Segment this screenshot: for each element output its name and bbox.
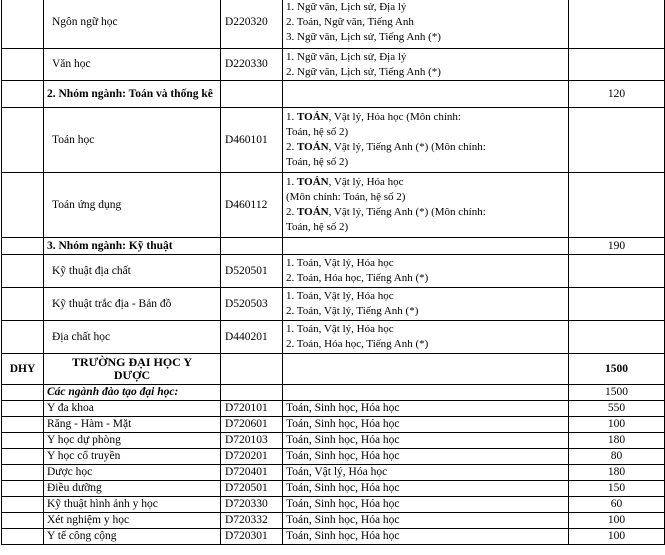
major-name: Y đa khoa bbox=[44, 401, 221, 417]
major-name: Răng - Hàm - Mặt bbox=[44, 417, 221, 433]
subject-combo: Toán, Vật lý, Hóa học bbox=[283, 465, 569, 481]
major-quota: 150 bbox=[569, 481, 665, 497]
major-code: D720301 bbox=[221, 529, 283, 545]
major-quota: 60 bbox=[569, 497, 665, 513]
major-code: D720103 bbox=[221, 433, 283, 449]
subject-combo: Toán, Sinh học, Hóa học bbox=[283, 401, 569, 417]
table-row bbox=[2, 49, 665, 81]
group-row bbox=[2, 81, 665, 108]
major-name: Điều dưỡng bbox=[44, 481, 221, 497]
major-code: D720201 bbox=[221, 449, 283, 465]
major-name: Toán học bbox=[44, 108, 221, 173]
major-name: Kỹ thuật hình ảnh y học bbox=[44, 497, 221, 513]
subject-combo: Toán, Sinh học, Hóa học bbox=[283, 433, 569, 449]
group-title: 2. Nhóm ngành: Toán và thống kê bbox=[44, 81, 221, 108]
major-name: Văn học bbox=[44, 49, 221, 81]
admissions-table bbox=[1, 0, 665, 545]
table-row bbox=[2, 497, 665, 513]
major-code: D220330 bbox=[221, 49, 283, 81]
subject-combo: Toán, Sinh học, Hóa học bbox=[283, 529, 569, 545]
subject-combo: Toán, Sinh học, Hóa học bbox=[283, 497, 569, 513]
major-quota: 550 bbox=[569, 401, 665, 417]
subject-combos bbox=[283, 49, 569, 81]
subject-combos: 1. Toán, Vật lý, Hóa học 2. Toán, Vật lý, Tiếng Anh (*) bbox=[283, 288, 569, 321]
subject-combos: 1. Toán, Vật lý, Hóa học 2. Toán, Hóa học, Tiếng Anh (*) bbox=[283, 321, 569, 354]
school-row bbox=[2, 354, 665, 385]
combo-line: 2. Ngữ văn, Lịch sử, Tiếng Anh (*) bbox=[286, 65, 441, 78]
major-code: D220320 bbox=[221, 0, 283, 49]
major-quota: 180 bbox=[569, 433, 665, 449]
group-row bbox=[2, 238, 665, 255]
table-row bbox=[2, 417, 665, 433]
major-name: Y tế công cộng bbox=[44, 529, 221, 545]
section-title: Các ngành đào tạo đại học: bbox=[44, 385, 221, 401]
major-code: D720401 bbox=[221, 465, 283, 481]
table-row bbox=[2, 529, 665, 545]
major-quota: 100 bbox=[569, 513, 665, 529]
major-quota: 180 bbox=[569, 465, 665, 481]
major-quota: 100 bbox=[569, 417, 665, 433]
major-code: D440201 bbox=[221, 321, 283, 354]
table-row bbox=[2, 481, 665, 497]
table-row bbox=[2, 288, 665, 321]
table-row bbox=[2, 433, 665, 449]
major-name: Y học cổ truyền bbox=[44, 449, 221, 465]
subject-combos: 1. TOÁN, Vật lý, Hóa học (Môn chính: Toán, hệ số 2) 2. TOÁN, Vật lý, Tiếng Anh (*) (Môn chính: Toán, hệ số 2) bbox=[283, 108, 569, 173]
combo-line: 2. Toán, Ngữ văn, Tiếng Anh bbox=[286, 16, 414, 28]
school-name: TRƯỜNG ĐẠI HỌC Y DƯỢC bbox=[44, 354, 221, 385]
major-quota: 100 bbox=[569, 529, 665, 545]
table-row bbox=[2, 0, 665, 49]
subject-combos bbox=[283, 0, 569, 49]
table-row bbox=[2, 465, 665, 481]
major-code: D720501 bbox=[221, 481, 283, 497]
subject-combos: 1. TOÁN, Vật lý, Hóa học (Môn chính: Toán, hệ số 2) 2. TOÁN, Vật lý, Tiếng Anh (*) (Môn chính: Toán, hệ số 2) bbox=[283, 173, 569, 238]
subject-combo: Toán, Sinh học, Hóa học bbox=[283, 449, 569, 465]
major-name: Kỹ thuật địa chất bbox=[44, 255, 221, 288]
group-quota: 190 bbox=[569, 238, 665, 255]
major-code: D460112 bbox=[221, 173, 283, 238]
table-row bbox=[2, 255, 665, 288]
table-row bbox=[2, 449, 665, 465]
school-code: DHY bbox=[2, 354, 44, 385]
table-row bbox=[2, 321, 665, 354]
major-name: Xét nghiệm y học bbox=[44, 513, 221, 529]
table-row bbox=[2, 401, 665, 417]
combo-line: 1. Ngữ văn, Lịch sử, Địa lý bbox=[286, 1, 407, 13]
major-name: Kỹ thuật trắc địa - Bản đồ bbox=[44, 288, 221, 321]
combo-line: 1. Ngữ văn, Lịch sử, Địa lý bbox=[286, 50, 407, 63]
major-code: D520503 bbox=[221, 288, 283, 321]
major-code: D520501 bbox=[221, 255, 283, 288]
subject-combo: Toán, Sinh học, Hóa học bbox=[283, 417, 569, 433]
table-row bbox=[2, 513, 665, 529]
group-title: 3. Nhóm ngành: Kỹ thuật bbox=[44, 238, 221, 255]
major-quota: 80 bbox=[569, 449, 665, 465]
major-code: D720330 bbox=[221, 497, 283, 513]
table-row bbox=[2, 108, 665, 173]
major-name: Địa chất học bbox=[44, 321, 221, 354]
major-code: D720101 bbox=[221, 401, 283, 417]
subject-combo: Toán, Sinh học, Hóa học bbox=[283, 513, 569, 529]
major-code: D720332 bbox=[221, 513, 283, 529]
major-code: D460101 bbox=[221, 108, 283, 173]
school-quota: 1500 bbox=[569, 354, 665, 385]
section-row bbox=[2, 385, 665, 401]
subject-combo: Toán, Sinh học, Hóa học bbox=[283, 481, 569, 497]
major-code: D720601 bbox=[221, 417, 283, 433]
group-quota: 120 bbox=[569, 81, 665, 108]
subject-combos: 1. Toán, Vật lý, Hóa học 2. Toán, Hóa học, Tiếng Anh (*) bbox=[283, 255, 569, 288]
major-name: Toán ứng dụng bbox=[44, 173, 221, 238]
section-quota: 1500 bbox=[569, 385, 665, 401]
combo-line: 3. Ngữ văn, Lịch sử, Tiếng Anh (*) bbox=[286, 31, 441, 43]
major-name: Ngôn ngữ học bbox=[44, 0, 221, 49]
table-row bbox=[2, 173, 665, 238]
major-name: Dược học bbox=[44, 465, 221, 481]
major-name: Y học dự phòng bbox=[44, 433, 221, 449]
